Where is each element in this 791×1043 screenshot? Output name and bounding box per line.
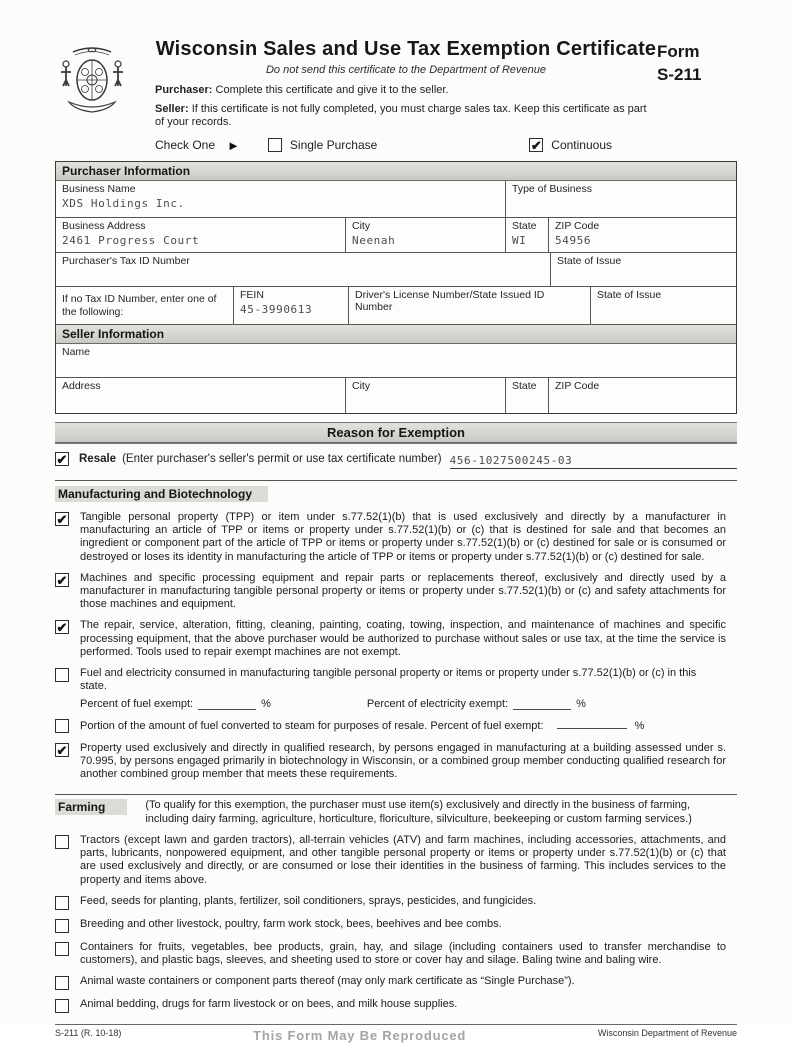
state-of-issue-cell[interactable]: State of Issue — [557, 255, 622, 267]
animal-waste-checkbox[interactable] — [55, 976, 69, 990]
tractors-checkbox[interactable] — [55, 835, 69, 849]
tax-id-cell[interactable]: Purchaser's Tax ID Number — [56, 253, 551, 286]
purchaser-city-cell[interactable]: City Neenah — [346, 218, 506, 252]
form-subtitle: Do not send this certificate to the Department of Revenue — [265, 64, 547, 76]
form-header — [55, 38, 737, 152]
right-arrow-icon: ► — [227, 137, 240, 153]
percent-electricity-label: Percent of electricity exempt: — [366, 698, 509, 711]
exemption-item-research — [55, 742, 737, 782]
livestock-checkbox[interactable] — [55, 919, 69, 933]
business-address-value[interactable]: 2461 Progress Court — [62, 234, 200, 247]
seller-city-cell[interactable]: City — [346, 378, 506, 413]
manufacturing-section — [55, 480, 737, 781]
business-name-cell[interactable]: Business Name XDS Holdings Inc. — [56, 181, 506, 217]
percent-sign: % — [634, 720, 645, 733]
single-purchase-label: Single Purchase — [289, 137, 378, 152]
resale-hint: (Enter purchaser's seller's permit or use tax certificate number) — [122, 453, 442, 465]
footer-reproduction-notice: This Form May Be Reproduced — [253, 1028, 467, 1043]
research-checkbox[interactable]: ✔ — [56, 742, 68, 758]
containers-checkbox[interactable] — [55, 942, 69, 956]
purchaser-instruction: Purchaser: Complete this certificate and give it to the seller. — [155, 84, 449, 96]
livestock-text: Breeding and other livestock, poultry, farm work stock, bees, beehives and bee combs. — [80, 917, 502, 930]
business-address-cell[interactable]: Business Address 2461 Progress Court — [56, 218, 346, 252]
animal-bedding-checkbox[interactable] — [55, 999, 69, 1013]
business-name-value[interactable]: XDS Holdings Inc. — [62, 197, 185, 210]
seller-address-cell[interactable]: Address — [56, 378, 346, 413]
purchaser-state-value[interactable]: WI — [512, 234, 527, 247]
resale-checkbox[interactable]: ✔ — [56, 452, 68, 467]
farming-item-containers — [55, 941, 737, 967]
reason-for-exemption-section — [55, 422, 737, 444]
continuous-label: Continuous — [551, 137, 613, 152]
footer-department: Wisconsin Department of Revenue — [597, 1028, 737, 1039]
form-number: Form S-211 — [657, 42, 702, 84]
farming-section — [55, 794, 737, 1013]
percent-fuel-blank[interactable] — [198, 699, 256, 710]
state-of-issue2-cell[interactable]: State of Issue — [597, 289, 662, 301]
wisconsin-coat-of-arms-icon — [55, 38, 155, 152]
resale-permit-number[interactable]: 456-1027500245-03 — [450, 455, 737, 469]
percent-sign: % — [576, 698, 586, 711]
manufacturing-header: Manufacturing and Biotechnology — [55, 486, 268, 502]
farming-note: (To qualify for this exemption, the purchaser must use item(s) exclusively and directly in the business of farming, including dairy farming, agriculture, horticulture, floriculture, silviculture, beekeeping or custom farming services.) — [145, 799, 692, 825]
percent-electricity-blank[interactable] — [513, 699, 571, 710]
form-footer — [55, 1024, 737, 1043]
farming-item-feed — [55, 895, 737, 910]
feed-text: Feed, seeds for planting, plants, fertilizer, soil conditioners, sprays, pesticides, and fungicides. — [80, 894, 537, 907]
steam-checkbox[interactable] — [55, 719, 69, 733]
purchaser-city-value[interactable]: Neenah — [352, 234, 396, 247]
exemption-item-repair — [55, 619, 737, 659]
no-tax-id-cell: If no Tax ID Number, enter one of the following: — [56, 287, 234, 324]
purchaser-zip-cell[interactable]: ZIP Code 54956 — [549, 218, 736, 252]
check-one-row — [155, 138, 657, 152]
repair-checkbox[interactable]: ✔ — [56, 620, 68, 636]
repair-text: The repair, service, alteration, fitting, cleaning, painting, coating, towing, inspection, and maintenance of machines and specific processing equipment, that the above purchaser would be authorized to purchase without sales or use tax, at the time the service is performed. Tools used to repair exempt machines are not exempt. — [80, 619, 726, 658]
resale-label: Resale — [79, 453, 117, 465]
exemption-item-fuel — [55, 667, 737, 710]
exemption-item-machines — [55, 572, 737, 612]
type-of-business-cell[interactable]: Type of Business — [512, 183, 592, 195]
seller-information-header: Seller Information — [56, 325, 736, 344]
continuous-checkbox[interactable]: ✔ — [530, 138, 542, 153]
steam-percent-blank[interactable] — [557, 718, 627, 729]
animal-bedding-text: Animal bedding, drugs for farm livestock or on bees, and milk house supplies. — [80, 998, 458, 1011]
farming-item-animal-bedding — [55, 998, 737, 1013]
percent-sign: % — [261, 698, 271, 711]
fein-value[interactable]: 45-3990613 — [240, 303, 313, 316]
reason-for-exemption-header: Reason for Exemption — [55, 423, 737, 443]
form-title: Wisconsin Sales and Use Tax Exemption Certificate — [155, 38, 657, 60]
seller-zip-cell[interactable]: ZIP Code — [555, 380, 600, 392]
fuel-checkbox[interactable] — [55, 668, 69, 682]
purchaser-information-header: Purchaser Information — [56, 162, 736, 181]
resale-row — [55, 452, 737, 469]
fuel-text: Fuel and electricity consumed in manufacturing tangible personal property or items or property under s.77.52(1)(b) or (c) in this state. — [80, 667, 697, 693]
farming-item-tractors — [55, 834, 737, 887]
tractors-text: Tractors (except lawn and garden tractors), all-terrain vehicles (ATV) and farm machines, including accessories, attachments, and parts, lubricants, nonpowered equipment, and other tangible personal property or items or property under s.77.52(1)(b) or (c) that are used exclusively and directly, or are consumed or lose their identities in the business of farming. This includes services to the property and items above. — [80, 834, 726, 886]
fein-cell[interactable]: FEIN 45-3990613 — [234, 287, 349, 324]
check-one-label: Check One — [155, 137, 216, 152]
seller-instruction: Seller: If this certificate is not fully completed, you must charge sales tax. Keep this certificate as part of your records. — [155, 103, 647, 128]
purchaser-zip-value[interactable]: 54956 — [555, 234, 592, 247]
steam-text: Portion of the amount of fuel converted to steam for purposes of resale. Percent of fuel exempt: % — [80, 720, 645, 733]
footer-form-revision: S-211 (R. 10-18) — [55, 1028, 122, 1039]
machines-checkbox[interactable]: ✔ — [56, 572, 68, 588]
info-box — [55, 161, 737, 414]
feed-checkbox[interactable] — [55, 896, 69, 910]
research-text: Property used exclusively and directly in qualified research, by persons engaged in manufacturing at a building assessed under s. 70.995, by persons engaged primarily in biotechnology in Wisconsin, or a combined group member conducting qualified research for another combined group member that meets these requirements. — [80, 741, 726, 781]
fuel-percent-line — [80, 698, 726, 710]
seller-state-cell[interactable]: State — [506, 378, 549, 413]
tpp-text: Tangible personal property (TPP) or item under s.77.52(1)(b) that is used exclusively and directly by a manufacturer in manufacturing an article of TPP or items or property under s.77.52(1)(b) or (c) that is destined for sale and that becomes an ingredient or component part of the article of TPP or items or property under s.77.52(1)(b) or (c) destined for sale or is consumed or destroyed or loses its identity in manufacturing the article of TPP or items or property under s.77.52(1)(b) or (c) destined for sale. — [80, 511, 726, 563]
exemption-item-steam — [55, 718, 737, 733]
machines-text: Machines and specific processing equipment and repair parts or replacements thereof, exclusively and directly used by a manufacturer in manufacturing tangible personal property or items or property under s.77.52(1)(b) or (c) and safety attachments for those machines and equipment. — [80, 571, 726, 611]
seller-name-cell[interactable]: Name — [62, 346, 91, 358]
percent-fuel-label: Percent of fuel exempt: — [80, 698, 194, 711]
containers-text: Containers for fruits, vegetables, bee products, grain, hay, and silage (including containers used to transfer merchandise to customers), and plastic bags, sleeves, and sheeting used to store or cover hay and silage. Baling twine and baling wire. — [80, 940, 726, 967]
drivers-license-cell[interactable]: Driver's License Number/State Issued ID Number — [349, 287, 591, 324]
tpp-checkbox[interactable]: ✔ — [56, 512, 68, 527]
animal-waste-text: Animal waste containers or component parts thereof (may only mark certificate as “Single Purchase”). — [80, 975, 575, 988]
farming-header: Farming — [55, 799, 127, 815]
single-purchase-checkbox[interactable] — [268, 138, 282, 152]
exemption-item-tpp — [55, 511, 737, 564]
farming-item-animal-waste — [55, 975, 737, 990]
purchaser-state-cell[interactable]: State WI — [506, 218, 549, 252]
farming-item-livestock — [55, 918, 737, 933]
